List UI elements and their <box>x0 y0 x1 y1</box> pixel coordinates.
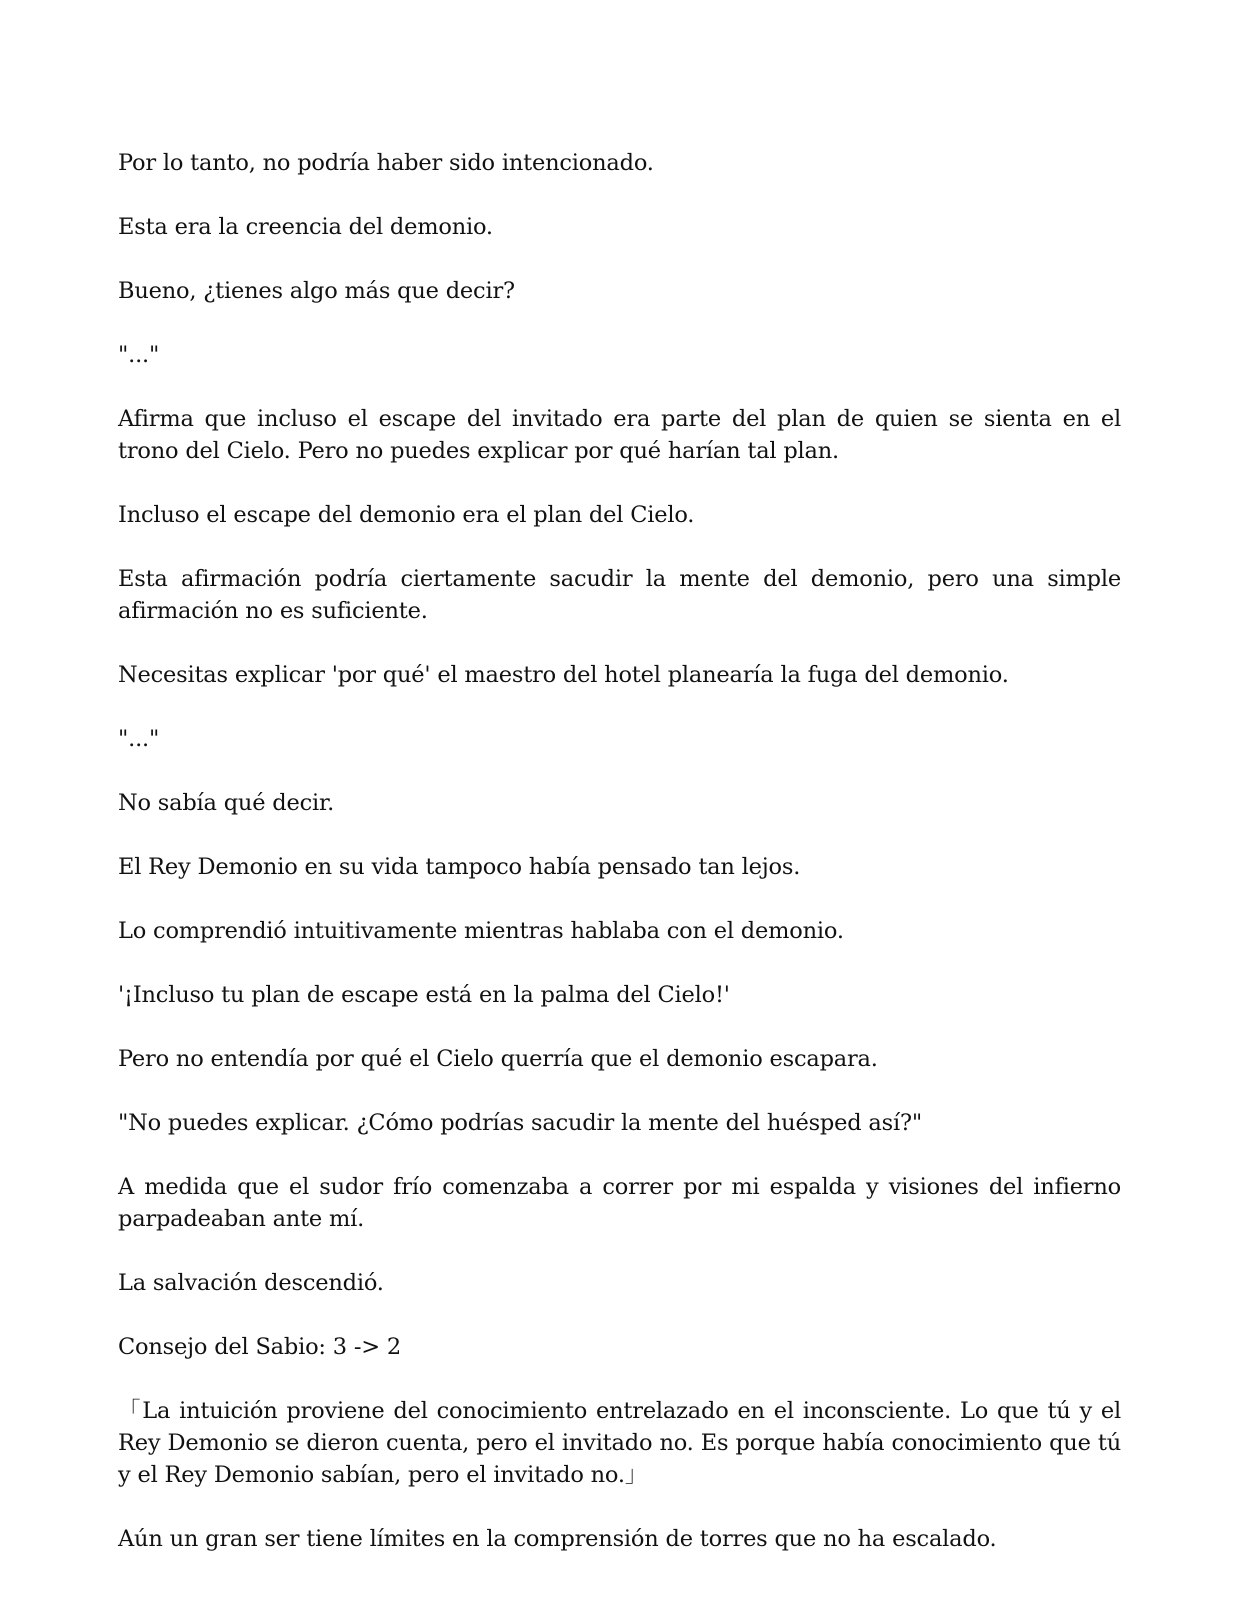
paragraph: Afirma que incluso el escape del invitado era parte del plan de quien se sienta en el trono del Cielo. Pero no puedes explicar por qué harían tal plan. <box>118 406 1121 464</box>
paragraph: Incluso el escape del demonio era el plan del Cielo. <box>118 502 695 528</box>
paragraph: La salvación descendió. <box>118 1270 384 1296</box>
paragraph: Esta era la creencia del demonio. <box>118 214 493 240</box>
paragraph: Consejo del Sabio: 3 -> 2 <box>118 1334 401 1360</box>
paragraph: No sabía qué decir. <box>118 790 335 816</box>
paragraph: Bueno, ¿tienes algo más que decir? <box>118 278 515 304</box>
paragraph: Necesitas explicar 'por qué' el maestro del hotel planearía la fuga del demonio. <box>118 662 1009 688</box>
document-body <box>118 147 1121 1587</box>
paragraph: '¡Incluso tu plan de escape está en la palma del Cielo!' <box>118 982 730 1008</box>
paragraph: Esta afirmación podría ciertamente sacudir la mente del demonio, pero una simple afirmación no es suficiente. <box>118 566 1121 624</box>
paragraph: "No puedes explicar. ¿Cómo podrías sacudir la mente del huésped así?" <box>118 1110 922 1136</box>
paragraph: "..." <box>118 342 160 368</box>
paragraph: Lo comprendió intuitivamente mientras hablaba con el demonio. <box>118 918 844 944</box>
paragraph: "..." <box>118 726 160 752</box>
paragraph: El Rey Demonio en su vida tampoco había pensado tan lejos. <box>118 854 801 880</box>
paragraph: Aún un gran ser tiene límites en la comprensión de torres que no ha escalado. <box>118 1526 997 1552</box>
paragraph: Por lo tanto, no podría haber sido intencionado. <box>118 150 654 176</box>
paragraph: Pero no entendía por qué el Cielo querría que el demonio escapara. <box>118 1046 878 1072</box>
paragraph: A medida que el sudor frío comenzaba a correr por mi espalda y visiones del infierno parpadeaban ante mí. <box>118 1174 1121 1232</box>
paragraph: 「La intuición proviene del conocimiento entrelazado en el inconsciente. Lo que tú y el Rey Demonio se dieron cuenta, pero el invitado no. Es porque había conocimiento que tú y el Rey Demonio sabían, pero el invitado no.」 <box>118 1398 1121 1488</box>
